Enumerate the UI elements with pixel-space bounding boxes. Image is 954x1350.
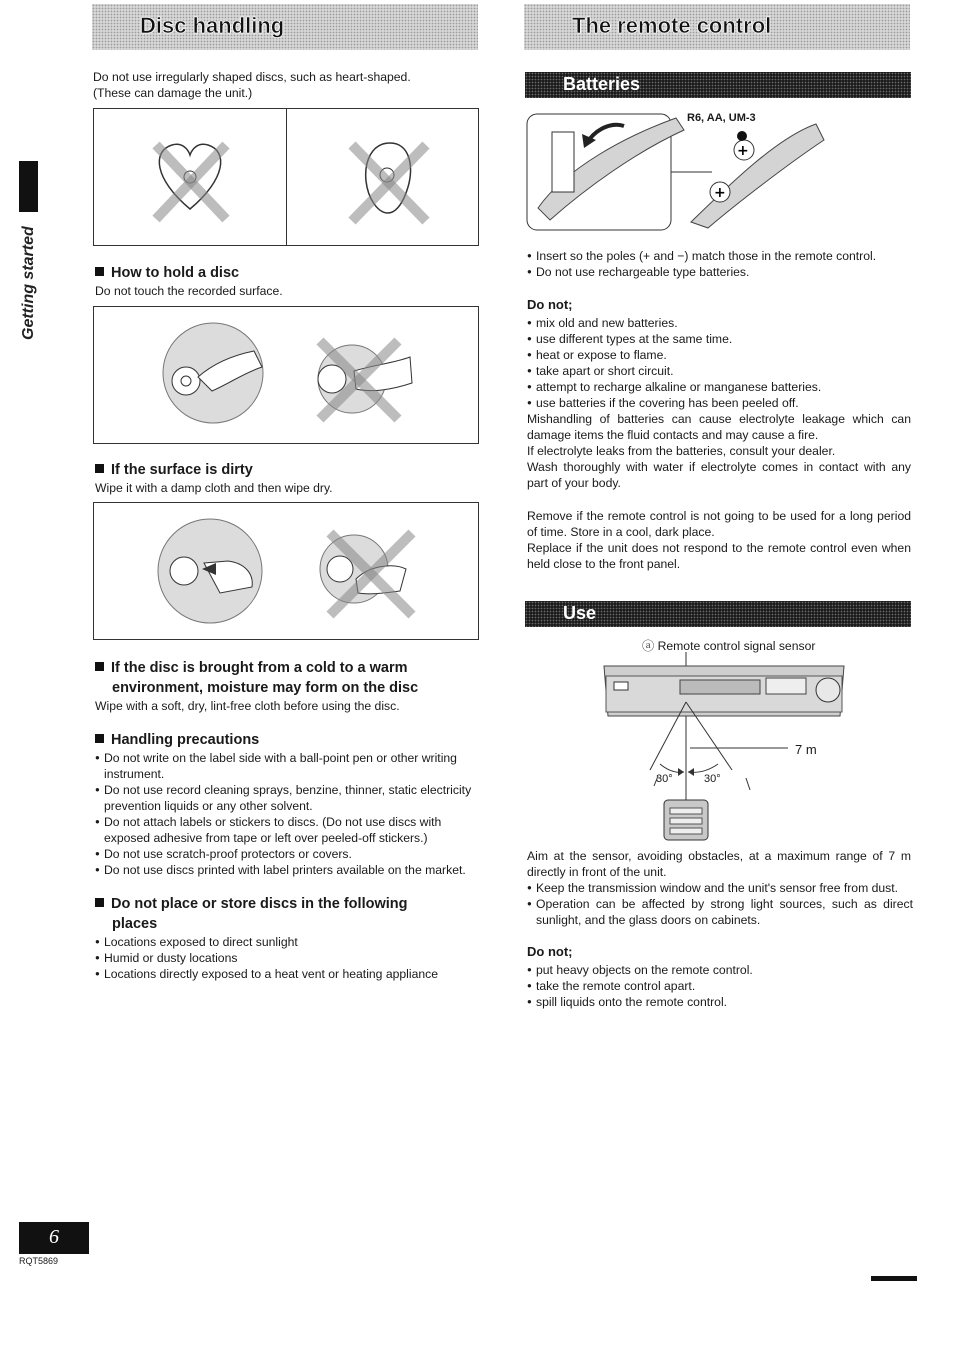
surface-dirty-heading-text: If the surface is dirty xyxy=(111,462,253,478)
handling-precautions-heading-text: Handling precautions xyxy=(111,732,260,748)
cold-warm-heading-line2: environment, moisture may form on the disc xyxy=(112,680,419,696)
battery-remove-text: Remove if the remote control is not going to be used for a long period of time. Store in a cool, dark place. xyxy=(527,509,911,539)
list-item: ● Do not use record cleaning sprays, benzine, thinner, static electricity prevention liquids or any other solvent. xyxy=(95,782,481,814)
angle-right-label: 30° xyxy=(704,773,721,785)
list-item: ● take the remote control apart. xyxy=(527,978,913,994)
svg-text:+: + xyxy=(714,185,726,201)
list-item: ● take apart or short circuit. xyxy=(527,363,913,379)
document-code: RQT5869 xyxy=(19,1256,59,1266)
use-heading: Use xyxy=(563,603,597,623)
store-places-heading xyxy=(95,895,481,914)
list-item: ● Locations exposed to direct sunlight xyxy=(95,934,481,950)
remote-control-banner xyxy=(524,4,910,50)
use-bar xyxy=(525,601,911,627)
side-tab-label: Getting started xyxy=(20,226,37,340)
list-item: ● Insert so the poles (+ and −) match those in the remote control. xyxy=(527,248,913,264)
list-item: ● Locations directly exposed to a heat vent or heating appliance xyxy=(95,966,481,982)
list-item: ● use different types at the same time. xyxy=(527,331,913,347)
footer-rule xyxy=(871,1276,917,1281)
list-item: ● use batteries if the covering has been peeled off. xyxy=(527,395,913,411)
list-item: ● Do not attach labels or stickers to discs. (Do not use discs with exposed adhesive from tape or left over peeled-off stickers.) xyxy=(95,814,481,846)
battery-mishandling-text: Mishandling of batteries can cause electrolyte leakage which can damage items the fluid contacts and may cause a fire. xyxy=(527,412,911,442)
store-places-heading-line1: Do not place or store discs in the following xyxy=(111,896,408,912)
range-distance-label: 7 m xyxy=(795,742,817,757)
cold-warm-text: Wipe with a soft, dry, lint-free cloth before using the disc. xyxy=(95,699,400,713)
list-item: ● attempt to recharge alkaline or manganese batteries. xyxy=(527,379,913,395)
store-places-heading-line2: places xyxy=(112,916,158,932)
battery-notes-list xyxy=(527,248,913,280)
disc-handling-title: Disc handling xyxy=(140,13,285,38)
battery-replace-text: Replace if the unit does not respond to the remote control even when held close to the front panel. xyxy=(527,541,911,571)
intro-note: (These can damage the unit.) xyxy=(93,86,253,100)
cold-warm-heading xyxy=(95,659,481,678)
heart-disc-crossed-icon xyxy=(94,109,478,245)
page-number-box xyxy=(19,1222,89,1254)
handling-precautions-heading xyxy=(95,731,259,750)
battery-leak-text: If electrolyte leaks from the batteries, consult your dealer. xyxy=(527,444,836,458)
use-donot-heading: Do not; xyxy=(527,944,573,959)
page-number: 6 xyxy=(49,1226,59,1248)
hold-disc-figure xyxy=(93,306,479,444)
list-item: ● Do not use scratch-proof protectors or covers. xyxy=(95,846,481,862)
list-item: ● put heavy objects on the remote control. xyxy=(527,962,913,978)
use-donot-list xyxy=(527,962,913,1010)
angle-left-label: 30° xyxy=(656,773,673,785)
sensor-label: ⓐ Remote control signal sensor xyxy=(642,639,816,653)
hold-disc-heading xyxy=(95,264,239,283)
remote-control-title: The remote control xyxy=(572,13,772,38)
svg-text:+: + xyxy=(737,143,749,159)
hold-disc-heading-text: How to hold a disc xyxy=(111,265,240,281)
surface-dirty-text: Wipe it with a damp cloth and then wipe dry. xyxy=(95,481,333,495)
list-item: ● Do not use discs printed with label printers available on the market. xyxy=(95,862,481,878)
list-item: ● Humid or dusty locations xyxy=(95,950,481,966)
list-item: ● mix old and new batteries. xyxy=(527,315,913,331)
battery-wash-text: Wash thoroughly with water if electrolyte comes in contact with any part of your body. xyxy=(527,460,911,490)
use-aim-text: Aim at the sensor, avoiding obstacles, at a maximum range of 7 m directly in front of the unit. xyxy=(527,849,911,879)
use-notes-list xyxy=(527,880,913,928)
hold-disc-illustration xyxy=(94,307,478,443)
batteries-donot-list xyxy=(527,315,913,411)
list-item: ● heat or expose to flame. xyxy=(527,347,913,363)
battery-type-label: R6, AA, UM-3 xyxy=(687,112,756,124)
battery-insert-illustration xyxy=(526,108,826,234)
disc-handling-banner xyxy=(92,4,478,50)
batteries-donot-heading: Do not; xyxy=(527,297,573,312)
cold-warm-heading-line1: If the disc is brought from a cold to a warm xyxy=(111,660,408,676)
surface-dirty-heading xyxy=(95,461,253,480)
list-item: ● Do not write on the label side with a ball-point pen or other writing instrument. xyxy=(95,750,481,782)
handling-precautions-list xyxy=(95,750,481,878)
list-item: ● Keep the transmission window and the unit's sensor free from dust. xyxy=(527,880,913,896)
list-item: ● Operation can be affected by strong light sources, such as direct sunlight, and the glass doors on cabinets. xyxy=(527,896,913,928)
wipe-disc-illustration xyxy=(94,503,478,639)
batteries-bar xyxy=(525,72,911,98)
list-item: ● spill liquids onto the remote control. xyxy=(527,994,913,1010)
side-tab-block xyxy=(19,161,38,212)
list-item: ● Do not use rechargeable type batteries. xyxy=(527,264,913,280)
store-places-list xyxy=(95,934,481,982)
wipe-disc-figure xyxy=(93,502,479,640)
intro-text: Do not use irregularly shaped discs, such as heart-shaped. xyxy=(93,70,411,84)
irregular-disc-figure xyxy=(93,108,479,246)
batteries-heading: Batteries xyxy=(563,74,641,94)
hold-disc-text: Do not touch the recorded surface. xyxy=(95,284,283,298)
